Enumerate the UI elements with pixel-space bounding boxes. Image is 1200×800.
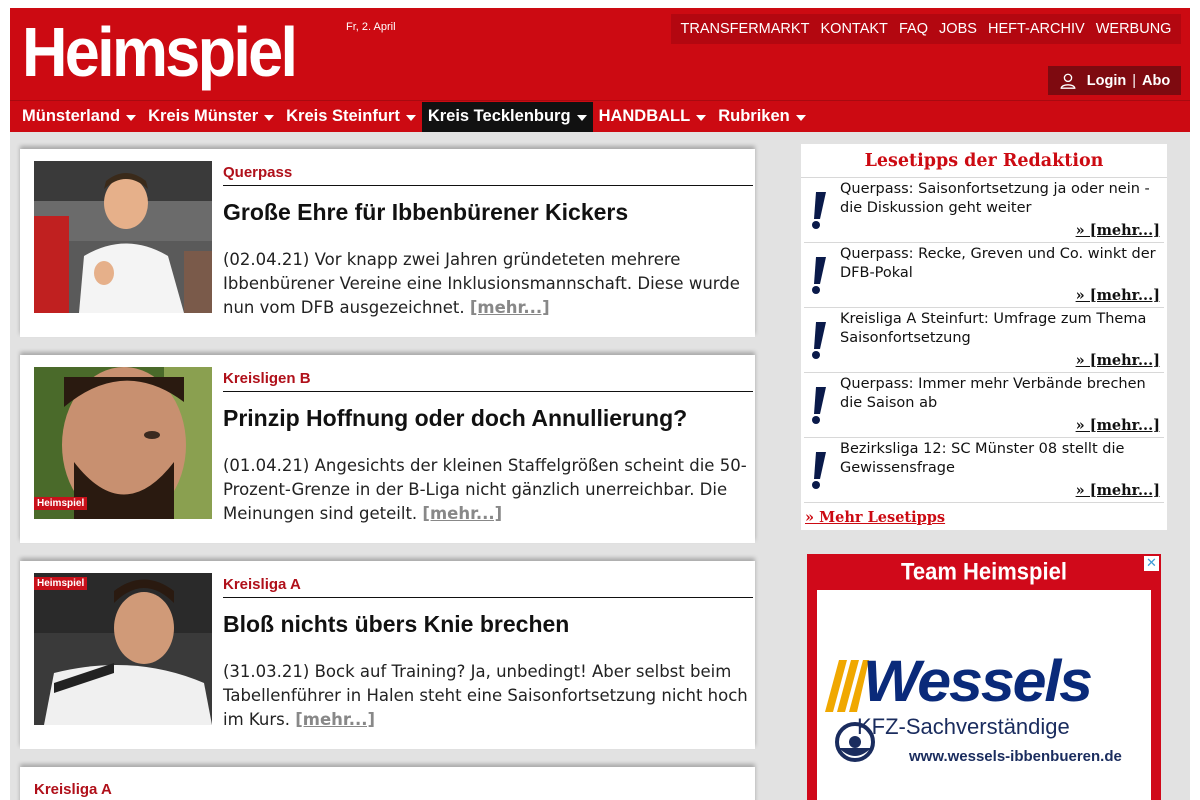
login-box <box>1048 66 1181 95</box>
caret-down-icon <box>264 115 274 121</box>
exclamation-icon <box>810 322 826 360</box>
lesetipp-text[interactable]: Querpass: Recke, Greven und Co. winkt der DFB-Pokal <box>840 246 1156 281</box>
lesetipp-text[interactable]: Bezirksliga 12: SC Münster 08 stellt die Gewissensfrage <box>840 441 1125 476</box>
ad-title: Team Heimspiel <box>901 557 1067 585</box>
article-title[interactable]: Prinzip Hoffnung oder doch Annullierung? <box>223 405 688 431</box>
teaser-text: (31.03.21) Bock auf Training? Ja, unbedingt! Aber selbst beim Tabellenführer in Halen steht eine Saisonfortsetzung nicht hoch im Kurs. <box>223 662 748 729</box>
article-title[interactable]: Große Ehre für Ibbenbürener Kickers <box>223 199 629 225</box>
article-category[interactable]: Kreisliga A <box>34 781 112 798</box>
top-link-heft-archiv[interactable]: HEFT-ARCHIV <box>987 21 1085 37</box>
exclamation-icon <box>810 192 826 230</box>
nav-item-handball[interactable] <box>593 102 713 132</box>
exclamation-icon <box>810 452 826 490</box>
article-teaser <box>223 454 758 526</box>
top-links <box>671 14 1181 44</box>
user-icon <box>1059 72 1077 90</box>
lesetipp-item[interactable] <box>804 308 1164 373</box>
article-category[interactable]: Kreisligen B <box>223 369 753 392</box>
advertisement[interactable] <box>807 554 1161 800</box>
login-separator: | <box>1132 72 1137 89</box>
exclamation-icon <box>810 387 826 425</box>
caret-down-icon <box>796 115 806 121</box>
article-teaser <box>223 660 758 732</box>
nav-label: HANDBALL <box>598 107 691 125</box>
caret-down-icon <box>696 115 706 121</box>
page-frame <box>10 8 1190 800</box>
nav-item-kreis-tecklenburg[interactable] <box>422 102 593 132</box>
close-icon[interactable]: ✕ <box>1144 556 1159 571</box>
lesetipp-text[interactable]: Querpass: Saisonfortsetzung ja oder nein - die Diskussion geht weiter <box>840 181 1150 216</box>
lesetipp-item[interactable] <box>804 243 1164 308</box>
article-image[interactable] <box>34 161 212 313</box>
top-link-transfermarkt[interactable]: TRANSFERMARKT <box>680 21 810 37</box>
ad-brand: Wessels <box>863 649 1091 714</box>
ad-subtitle: KFZ-Sachverständige <box>857 714 1070 739</box>
article-card <box>20 355 755 543</box>
main-nav <box>10 100 1190 132</box>
lesetipp-item[interactable] <box>804 373 1164 438</box>
lesetipps-box <box>801 144 1167 530</box>
nav-label: Münsterland <box>22 107 121 125</box>
nav-label: Kreis Münster <box>148 107 259 125</box>
article-content <box>223 163 755 320</box>
more-link[interactable]: [mehr...] <box>295 710 376 729</box>
lesetipp-more-link[interactable]: » [mehr...] <box>1075 417 1160 434</box>
nav-item-kreis-muenster[interactable] <box>142 102 280 132</box>
lesetipp-more-link[interactable]: » [mehr...] <box>1075 352 1160 369</box>
lesetipp-more-link[interactable]: » [mehr...] <box>1075 222 1160 239</box>
nav-item-rubriken[interactable] <box>712 102 812 132</box>
article-card <box>20 149 755 337</box>
caret-down-icon <box>406 115 416 121</box>
heimspiel-badge: Heimspiel <box>34 577 87 590</box>
article-content <box>223 369 755 526</box>
article-category[interactable]: Querpass <box>223 163 753 186</box>
article-card <box>20 767 755 800</box>
exclamation-icon <box>810 257 826 295</box>
more-link[interactable]: [mehr...] <box>422 504 503 523</box>
lesetipp-text[interactable]: Querpass: Immer mehr Verbände brechen die Saison ab <box>840 376 1146 411</box>
teaser-text: (02.04.21) Vor knapp zwei Jahren gründeteten mehrere Ibbenbürener Vereine eine Inklusionsmannschaft. Diese wurde nun vom DFB ausgezeichnet. <box>223 250 740 317</box>
lesetipp-item[interactable] <box>804 438 1164 503</box>
nav-label: Kreis Tecklenburg <box>427 107 571 125</box>
top-link-jobs[interactable]: JOBS <box>939 21 977 37</box>
lesetipps-title: Lesetipps der Redaktion <box>801 144 1167 178</box>
top-link-werbung[interactable]: WERBUNG <box>1095 21 1172 37</box>
site-header <box>10 8 1190 100</box>
heimspiel-badge: Heimspiel <box>34 497 87 510</box>
more-link[interactable]: [mehr...] <box>469 298 550 317</box>
lesetipp-item[interactable] <box>804 178 1164 243</box>
site-logo[interactable]: Heimspiel <box>22 13 296 91</box>
nav-label: Kreis Steinfurt <box>286 107 400 125</box>
lesetipp-more-link[interactable]: » [mehr...] <box>1075 482 1160 499</box>
teaser-text: (01.04.21) Angesichts der kleinen Staffelgrößen scheint die 50-Prozent-Grenze in der B-Liga nicht gänzlich unerreichbar. Die Meinungen sind geteilt. <box>223 456 747 523</box>
lesetipp-more-link[interactable]: » [mehr...] <box>1075 287 1160 304</box>
ad-url[interactable]: www.wessels-ibbenbueren.de <box>909 748 1122 765</box>
article-teaser <box>223 248 758 320</box>
nav-item-kreis-steinfurt[interactable] <box>280 102 422 132</box>
top-link-faq[interactable]: FAQ <box>898 21 928 37</box>
caret-down-icon <box>577 115 587 121</box>
article-card <box>20 561 755 749</box>
more-lesetipps-link[interactable]: » Mehr Lesetipps <box>805 509 946 526</box>
article-image[interactable] <box>34 367 212 519</box>
article-image[interactable] <box>34 573 212 725</box>
nav-label: Rubriken <box>718 107 790 125</box>
article-title[interactable]: Bloß nichts übers Knie brechen <box>223 611 570 637</box>
article-category[interactable]: Kreisliga A <box>223 575 753 598</box>
nav-item-muensterland[interactable] <box>16 102 142 132</box>
article-content <box>223 575 755 732</box>
abo-link[interactable]: Abo <box>1142 72 1171 89</box>
ad-content[interactable] <box>817 590 1151 800</box>
top-link-kontakt[interactable]: KONTAKT <box>820 21 888 37</box>
lesetipp-text[interactable]: Kreisliga A Steinfurt: Umfrage zum Thema Saisonfortsetzung <box>840 311 1147 346</box>
login-link[interactable]: Login <box>1086 72 1127 89</box>
current-date: Fr, 2. April <box>346 21 396 33</box>
caret-down-icon <box>126 115 136 121</box>
